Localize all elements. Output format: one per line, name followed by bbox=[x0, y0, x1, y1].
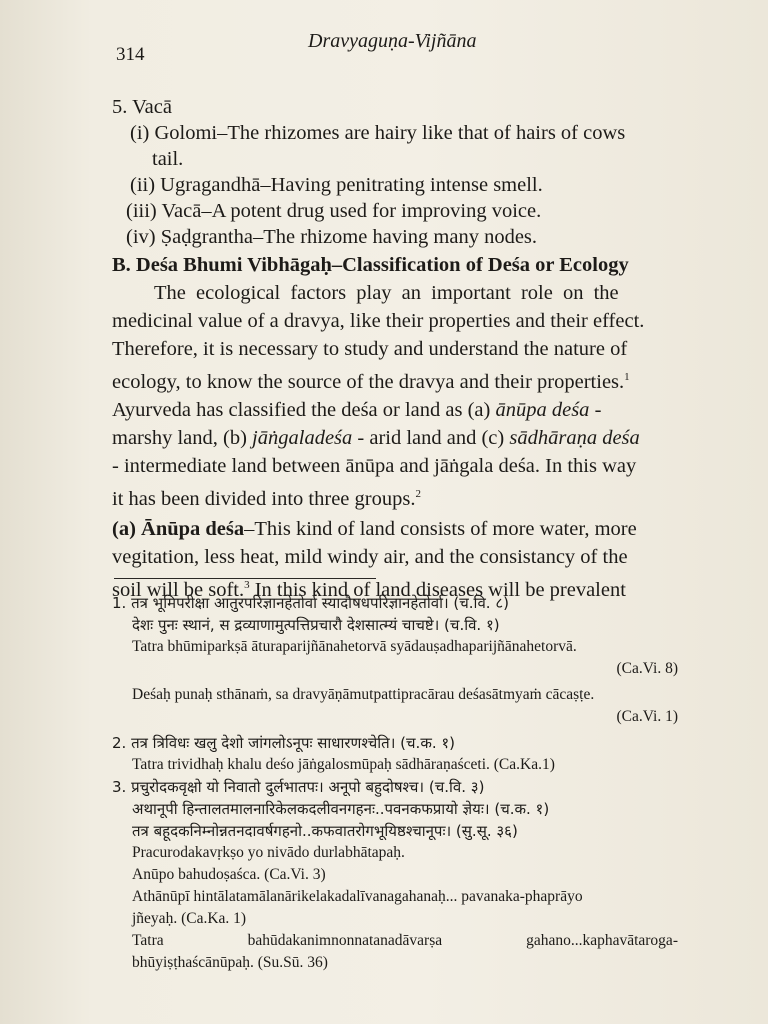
footnote-3-line: Anūpo bahudoṣaśca. (Ca.Vi. 3) bbox=[132, 866, 326, 883]
footnote-word: bahūdakanimnonnatanadāvarṣa bbox=[247, 932, 443, 949]
paragraph-text: it has been divided into three groups. bbox=[112, 487, 416, 510]
footnote-ref-2: 2 bbox=[415, 487, 421, 500]
paragraph-line bbox=[112, 363, 682, 396]
footnote-ref-3: 3 bbox=[244, 578, 250, 591]
paragraph-text: soil will be soft. bbox=[112, 578, 245, 601]
paragraph-text: –This kind of land consists of more water, more bbox=[244, 517, 637, 540]
footnote-1-line: Deśaḥ punaḥ sthānaṁ, sa dravyāṇāmutpattipracārau deśasātmyaṁ cācaṣṭe. bbox=[132, 686, 595, 703]
vaca-item-2: (ii) Ugragandhā–Having penitrating intense smell. bbox=[130, 174, 543, 196]
paragraph-text: In this kind of land diseases will be prevalent bbox=[249, 578, 626, 601]
term-anupa-desa: ānūpa deśa bbox=[495, 398, 590, 421]
term-jangaladesa: jāṅgaladeśa bbox=[252, 426, 353, 449]
paragraph-line bbox=[112, 515, 682, 543]
page-header bbox=[0, 30, 768, 70]
footnote-2-line: 2. तत्र त्रिविधः खलु देशो जांगलोऽनूपः साधारणश्चेति। (च.क. १) bbox=[112, 734, 456, 752]
paragraph-line: The ecological factors play an important role on the bbox=[154, 282, 619, 304]
paragraph-line bbox=[112, 396, 682, 424]
paragraph-line bbox=[112, 424, 682, 452]
paragraph-text: - arid land and (c) bbox=[352, 426, 510, 449]
footnote-3-line: jñeyaḥ. (Ca.Ka. 1) bbox=[132, 910, 247, 927]
footnote-1-line: Tatra bhūmiparkṣā āturaparijñānahetorvā syādauṣadhaparijñānahetorvā. bbox=[132, 638, 577, 655]
footnote-3-line: 3. प्रचुरोदकवृक्षो यो निवातो दुर्लभातपः। अनूपो बहुदोषश्च। (च.वि. ३) bbox=[112, 778, 485, 796]
subheading-anupa-desa: (a) Ānūpa deśa bbox=[112, 517, 245, 540]
paragraph-line: Therefore, it is necessary to study and understand the nature of bbox=[112, 338, 628, 360]
footnote-3-line bbox=[112, 930, 678, 952]
vaca-heading: 5. Vacā bbox=[112, 96, 172, 118]
term-sadharana-desa: sādhāraṇa deśa bbox=[509, 426, 640, 449]
footnote-3-line: Athānūpī hintālatamālanārikelakadalīvanagahanaḥ... pavanaka-phaprāyo bbox=[132, 888, 583, 905]
footnote-3-line: तत्र बहूदकनिम्नोन्नतनदावर्षगहनो..कफवातरोगभूयिष्ठश्चानूपः। (सु.सू. ३६) bbox=[132, 822, 518, 840]
footnote-word: Tatra bbox=[132, 932, 164, 949]
vaca-item-1-cont: tail. bbox=[152, 148, 184, 170]
page-number: 314 bbox=[116, 44, 145, 65]
footnotes bbox=[112, 592, 678, 974]
running-title: Dravyaguṇa-Vijñāna bbox=[308, 30, 477, 52]
paragraph-line: - intermediate land between ānūpa and jāṅgala deśa. In this way bbox=[112, 454, 637, 477]
footnote-3-line: bhūyiṣṭhaścānūpaḥ. (Su.Sū. 36) bbox=[132, 954, 328, 971]
paragraph-text: - bbox=[589, 398, 602, 421]
paragraph-text: marshy land, (b) bbox=[112, 426, 253, 449]
footnote-ref-1: 1 bbox=[624, 371, 630, 383]
footnote-3-line: Pracurodakavṛkṣo yo nivādo durlabhātapaḥ. bbox=[132, 844, 405, 861]
vaca-item-1: (i) Golomi–The rhizomes are hairy like that of hairs of cows bbox=[130, 122, 626, 144]
footnote-3-line: अथानूपी हिन्तालतमालनारिकेलकदलीवनगहनः..पवनकफप्रायो ज्ञेयः। (च.क. १) bbox=[132, 800, 550, 818]
paragraph-text: ecology, to know the source of the dravya and their properties. bbox=[112, 370, 625, 393]
main-text bbox=[112, 94, 682, 603]
section-heading: B. Deśa Bhumi Vibhāgaḥ–Classification of Deśa or Ecology bbox=[112, 254, 629, 276]
paragraph-text: Ayurveda has classified the deśa or land as (a) bbox=[112, 398, 496, 421]
vaca-item-3: (iii) Vacā–A potent drug used for improving voice. bbox=[126, 200, 542, 222]
vaca-item-4: (iv) Ṣaḍgrantha–The rhizome having many nodes. bbox=[126, 226, 538, 248]
paragraph-line: vegitation, less heat, mild windy air, and the consistancy of the bbox=[112, 545, 628, 568]
footnote-2-line: Tatra trividhaḥ khalu deśo jāṅgalosmūpaḥ sādhāraṇaśceti. (Ca.Ka.1) bbox=[132, 756, 555, 773]
footnote-1-citation: (Ca.Vi. 1) bbox=[616, 708, 678, 725]
paragraph-line bbox=[112, 480, 682, 513]
footnote-1-line: 1. तत्र भूमिपरीक्षा आतुरपरिज्ञानहेतोर्वा स्यादौषधपरिज्ञानहेतोर्वा। (च.वि. ८) bbox=[112, 594, 509, 612]
footnote-1-citation: (Ca.Vi. 8) bbox=[616, 660, 678, 677]
footnote-word: gahano...kaphavātaroga- bbox=[526, 932, 678, 949]
footnote-divider bbox=[114, 578, 376, 579]
footnote-1-line: देशः पुनः स्थानं, स द्रव्याणामुत्पत्तिप्रचारौ देशसात्म्यं चाचष्टे। (च.वि. १) bbox=[132, 616, 500, 634]
paragraph-line: medicinal value of a dravya, like their properties and their effect. bbox=[112, 310, 645, 332]
